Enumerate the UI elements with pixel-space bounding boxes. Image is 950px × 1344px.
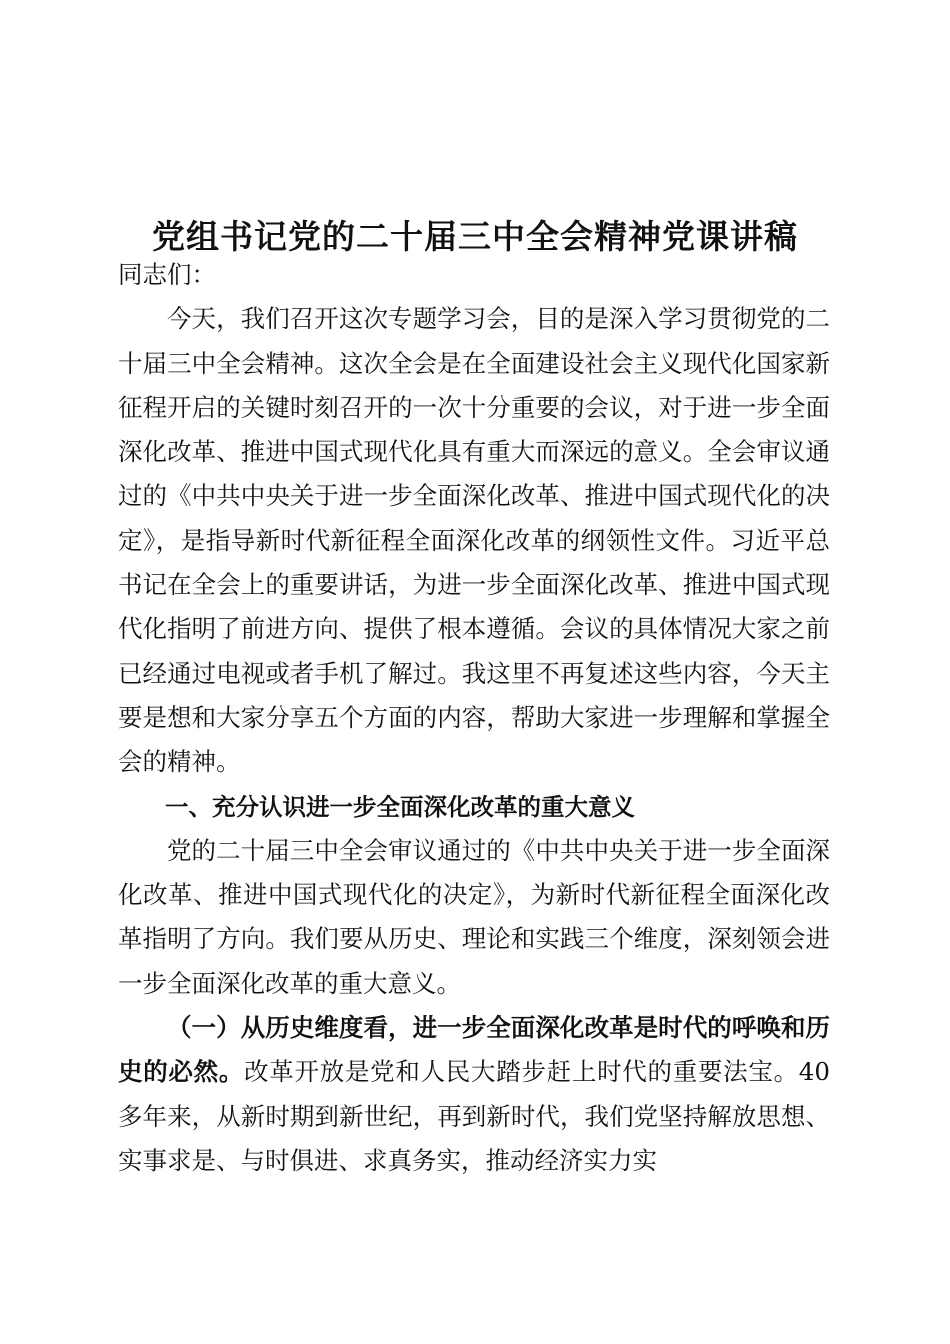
section-heading-1: 一、充分认识进一步全面深化改革的重大意义: [165, 792, 635, 821]
subsection-1-text: 改革开放是党和人民大踏步赶上时代的重要法宝。40多年来，从新时期到新世纪，再到新时代，我们党坚持解放思想、实事求是、与时俱进、求真务实，推动经济实力实: [118, 1057, 830, 1175]
subsection-heading-1: （一）从历史维度看，进一步全面深化改革是时代的呼唤和历史的必然。: [118, 1013, 830, 1087]
document-title: 党组书记党的二十届三中全会精神党课讲稿: [152, 217, 798, 256]
greeting: 同志们：: [118, 260, 216, 289]
paragraph-section-1: 党的二十届三中全会审议通过的《中共中央关于进一步全面深化改革、推进中国式现代化的决定》，为新时代新征程全面深化改革指明了方向。我们要从历史、理论和实践三个维度，深刻领会进一步全面深化改革的重大意义。: [118, 835, 830, 998]
paragraph-intro: 今天，我们召开这次专题学习会，目的是深入学习贯彻党的二十届三中全会精神。这次全会是在全面建设社会主义现代化国家新征程开启的关键时刻召开的一次十分重要的会议，对于进一步全面深化改革、推进中国式现代化具有重大而深远的意义。全会审议通过的《中共中央关于进一步全面深化改革、推进中国式现代化的决定》，是指导新时代新征程全面深化改革的纲领性文件。习近平总书记在全会上的重要讲话，为进一步全面深化改革、推进中国式现代化指明了前进方向、提供了根本遵循。会议的具体情况大家之前已经通过电视或者手机了解过。我这里不再复述这些内容，今天主要是想和大家分享五个方面的内容，帮助大家进一步理解和掌握全会的精神。: [118, 304, 830, 777]
document-body: [118, 248, 830, 1183]
paragraph-subsection-1: [118, 1006, 830, 1183]
